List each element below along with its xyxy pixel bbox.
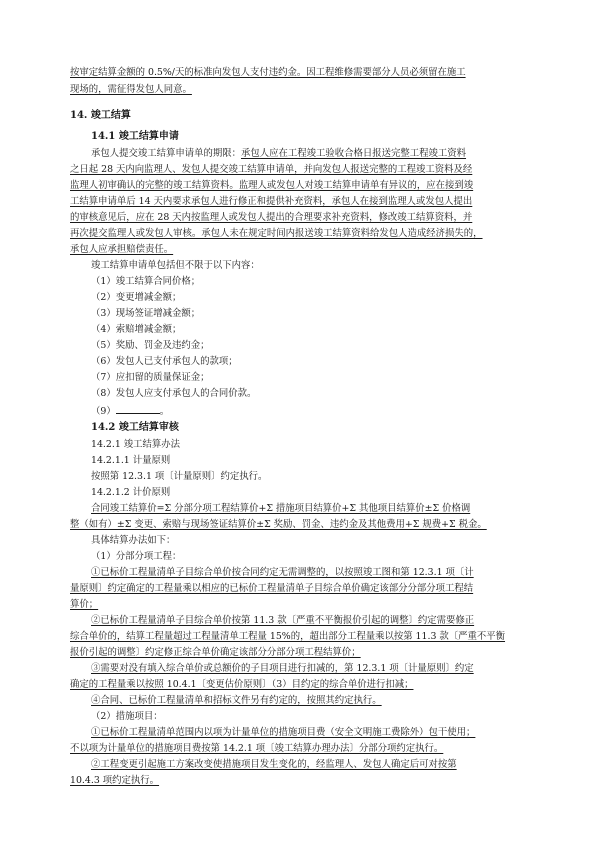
list-intro: 竣工结算申请单包括但不限于以下内容： [91,260,260,271]
subitem-heading: （1）分部分项工程： [91,551,182,562]
deadline-text: 承包人应在工程竣工验收合格日报送完整工程竣工资料 [241,148,467,159]
list-item: （4）索赔增减金额； [91,324,182,335]
paragraph-line: ③需要对没有填入综合单价或总额价的子目项目进行扣减的，第 12.3.1 项〔计量原则〕约定 [91,663,474,674]
subitem-heading: （2）措施项目： [91,711,163,722]
paragraph-line: 算价； [70,599,99,610]
paragraph-line: ②已标价工程量清单子目综合单价按第 11.3 款〔严重不平衡报价引起的调整〕约定需要修正 [91,615,475,626]
paragraph-line: ①已标价工程量清单范围内以项为计量单位的措施项目费（安全文明施工费除外）包干使用； [91,727,476,738]
list-item-end: 。 [159,406,170,417]
intro-line-2: 现场的，需征得发包人同意。 [70,84,192,95]
paragraph-line: 不以项为计量单位的措施项目费按第 14.2.1 项〔竣工结算办理办法〕分部分项约定执行。 [70,743,444,754]
list-item: （3）现场签证增减金额； [91,308,201,319]
paragraph-line: 综合单价的，结算工程量超过工程量清单工程量 15%的，超出部分工程量乘以按第 11.3 款〔严重不平衡 [70,631,506,642]
formula-line: 整（如有）±Σ 变更、索赔与现场签证结算价±Σ 奖励、罚金、违约金及其他费用+Σ 规费+Σ 税金。 [70,519,487,530]
paragraph-line: ②工程变更引起施工方案改变使措施项目发生变化的，经监理人、发包人确定后可对按第 [91,759,457,770]
blank-line [116,404,160,414]
list-item: （8）发包人应支付承包人的合同价款。 [91,388,257,399]
subheading-14-2-1-1: 14.2.1.1 计量原则 [91,455,171,466]
paragraph-line: 监理人初审确认的完整的竣工结算资料。监理人或发包人对竣工结算申请单有异议的，应在接到竣 [70,180,474,191]
formula-line: 合同竣工结算价=Σ 分部分项工程结算价+Σ 措施项目结算价+Σ 其他项目结算价±Σ 价格调 [91,503,471,514]
intro-line-1: 按审定结算金额的 0.5%/天的标准向发包人支付违约金。因工程维修需要部分人员必须留在施工 [70,67,466,78]
paragraph-line: ①已标价工程量清单子目综合单价按合同约定无需调整的，以按照竣工图和第 12.3.1 项〔计 [91,567,474,578]
deadline-label: 承包人提交竣工结算申请单的期限： [91,148,242,159]
subheading-14-2-1: 14.2.1 竣工结算办法 [91,439,181,450]
paragraph-line: 之日起 28 天内向监理人、发包人提交竣工结算申请单，并向发包人报送完整的工程竣工资料及经 [70,164,473,175]
section-14-2-heading: 14.2 竣工结算审核 [91,422,179,433]
paragraph-line: 再次提交监理人或发包人审核。承包人未在规定时间内报送竣工结算资料给发包人造成经济损失的， [70,228,483,239]
paragraph-line: 具体结算办法如下： [91,535,176,546]
list-item: （2）变更增减金额； [91,292,182,303]
list-item [91,404,169,418]
paragraph-line: 的审核意见后，应在 28 天内按监理人或发包人提出的合理要求补充资料，修改竣工结算资料，并 [70,212,473,223]
paragraph-line: 量原则〕约定确定的工程量乘以相应的已标价工程量清单子目综合单价确定该部分分部分项工程结 [70,583,474,594]
list-item: （1）竣工结算合同价格； [91,276,201,287]
paragraph-line: 报价引起的调整〕约定修正综合单价确定该部分分部分项工程结算价； [70,647,361,658]
section-14-1-heading: 14.1 竣工结算申请 [91,131,179,142]
list-item-number: （9） [91,406,116,417]
section-14-heading: 14. 竣工结算 [70,110,131,121]
paragraph-line: 10.4.3 项约定执行。 [70,775,160,786]
paragraph-line: 承包人应承担赔偿责任。 [70,244,174,255]
paragraph-line: 工结算申请单后 14 天内要求承包人进行修正和提供补充资料，承包人在接到监理人或发包人提出 [70,196,473,207]
subheading-14-2-1-2: 14.2.1.2 计价原则 [91,487,171,498]
list-item: （5）奖励、罚金及违约金； [91,340,210,351]
paragraph-line [91,148,466,160]
list-item: （6）发包人已支付承包人的款项； [91,356,238,367]
list-item: （7）应扣留的质量保证金； [91,372,210,383]
paragraph-line: ④合同、已标价工程量清单和招标文件另有约定的，按照其约定执行。 [91,695,382,706]
paragraph-line: 确定的工程量乘以按照 10.4.1〔变更估价原则〕（3）目约定的综合单价进行扣减； [70,679,414,690]
paragraph-line: 按照第 12.3.1 项〔计量原则〕约定执行。 [91,471,268,482]
